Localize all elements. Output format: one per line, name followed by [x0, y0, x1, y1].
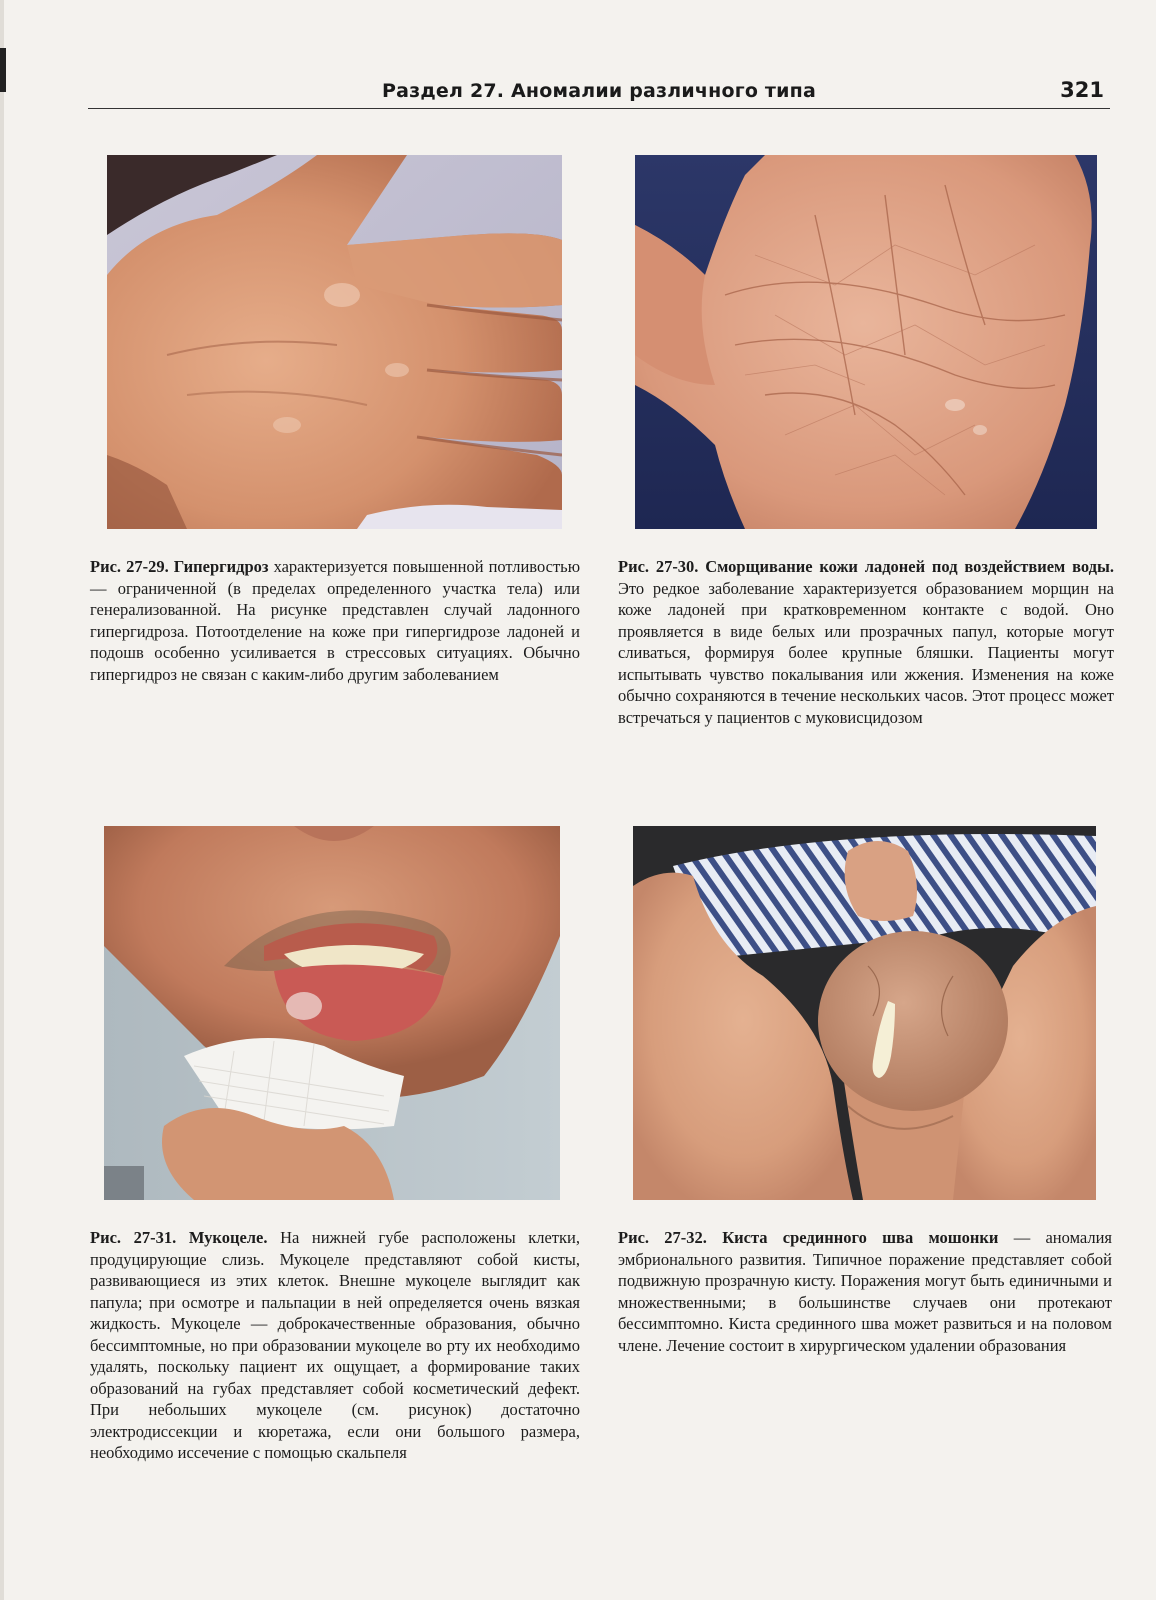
- section-title: Раздел 27. Аномалии различного типа: [382, 80, 816, 102]
- caption-text: характеризуется повышенной потливостью — ограниченной (в пределах определенного участка тела) или генерализованной. На рисунке представлен случай ладонного гипергидроза. Потоотделение на коже при гипергидрозе ладоней и подошв особенно усиливается в стрессовых ситуациях. Обычно гипергидроз не связан с каким-либо другим заболеванием: [90, 557, 581, 684]
- page-edge: [0, 0, 4, 1600]
- hyperhidrosis-palm-photo: [107, 155, 562, 529]
- caption-label: Рис. 27-29.: [90, 557, 169, 576]
- lip-mucocele-photo: [104, 826, 560, 1200]
- caption-term: Гипергидроз: [173, 557, 269, 576]
- page-header: [88, 74, 1110, 109]
- show-through-text: [610, 1360, 1090, 1450]
- binding-mark: [0, 48, 6, 92]
- caption-label: Рис. 27-31.: [90, 1228, 177, 1247]
- median-raphe-cyst-photo: [633, 826, 1096, 1200]
- figure-caption: [90, 556, 580, 685]
- figure-caption: [618, 1227, 1112, 1356]
- caption-term: Киста срединного шва мошонки: [722, 1228, 999, 1247]
- caption-term: Мукоцеле.: [188, 1228, 268, 1247]
- wrinkled-palm-photo: [635, 155, 1097, 529]
- caption-text: На нижней губе расположены клетки, продуцирующие слизь. Мукоцеле представляют собой кисты, развивающиеся из этих клеток. Внешне мукоцеле выглядит как папула; при осмотре и пальпации в ней определяется очень вязкая жидкость. Мукоцеле — доброкачественные образования, обычно бессимптомные, но при образовании мукоцеле во рту их необходимо удалять, поскольку пациент их ощущает, а формирование таких образований на губах представляет собой косметический дефект. При небольших мукоцеле (см. рисунок) достаточно электродиссекции и кюретажа, если они большого размера, необходимо иссечение с помощью скальпеля: [90, 1228, 580, 1462]
- caption-text: Это редкое заболевание характеризуется образованием морщин на коже ладоней при кратковременном контакте с водой. Оно проявляется в виде белых или прозрачных папул, которые могут сливаться, формируя более крупные бляшки. Пациенты могут испытывать чувство покалывания или жжения. Изменения на коже обычно сохраняются в течение нескольких часов. Этот процесс может встречаться у пациентов с муковисцидозом: [618, 578, 1114, 727]
- figure-caption: [90, 1227, 580, 1464]
- caption-term: Сморщивание кожи ладоней под воздействием воды.: [705, 557, 1115, 576]
- figure-caption: [618, 556, 1114, 728]
- caption-text: — аномалия эмбрионального развития. Типичное поражение представляет собой подвижную прозрачную кисту. Поражения могут быть единичными и множественными; в большинстве случаев они протекают бессимптомно. Киста срединного шва может развиться и на половом члене. Лечение состоит в хирургическом удалении образования: [618, 1228, 1113, 1355]
- caption-label: Рис. 27-32.: [618, 1228, 707, 1247]
- page-number: 321: [1060, 78, 1104, 102]
- caption-label: Рис. 27-30.: [618, 557, 699, 576]
- show-through-text: [110, 690, 570, 800]
